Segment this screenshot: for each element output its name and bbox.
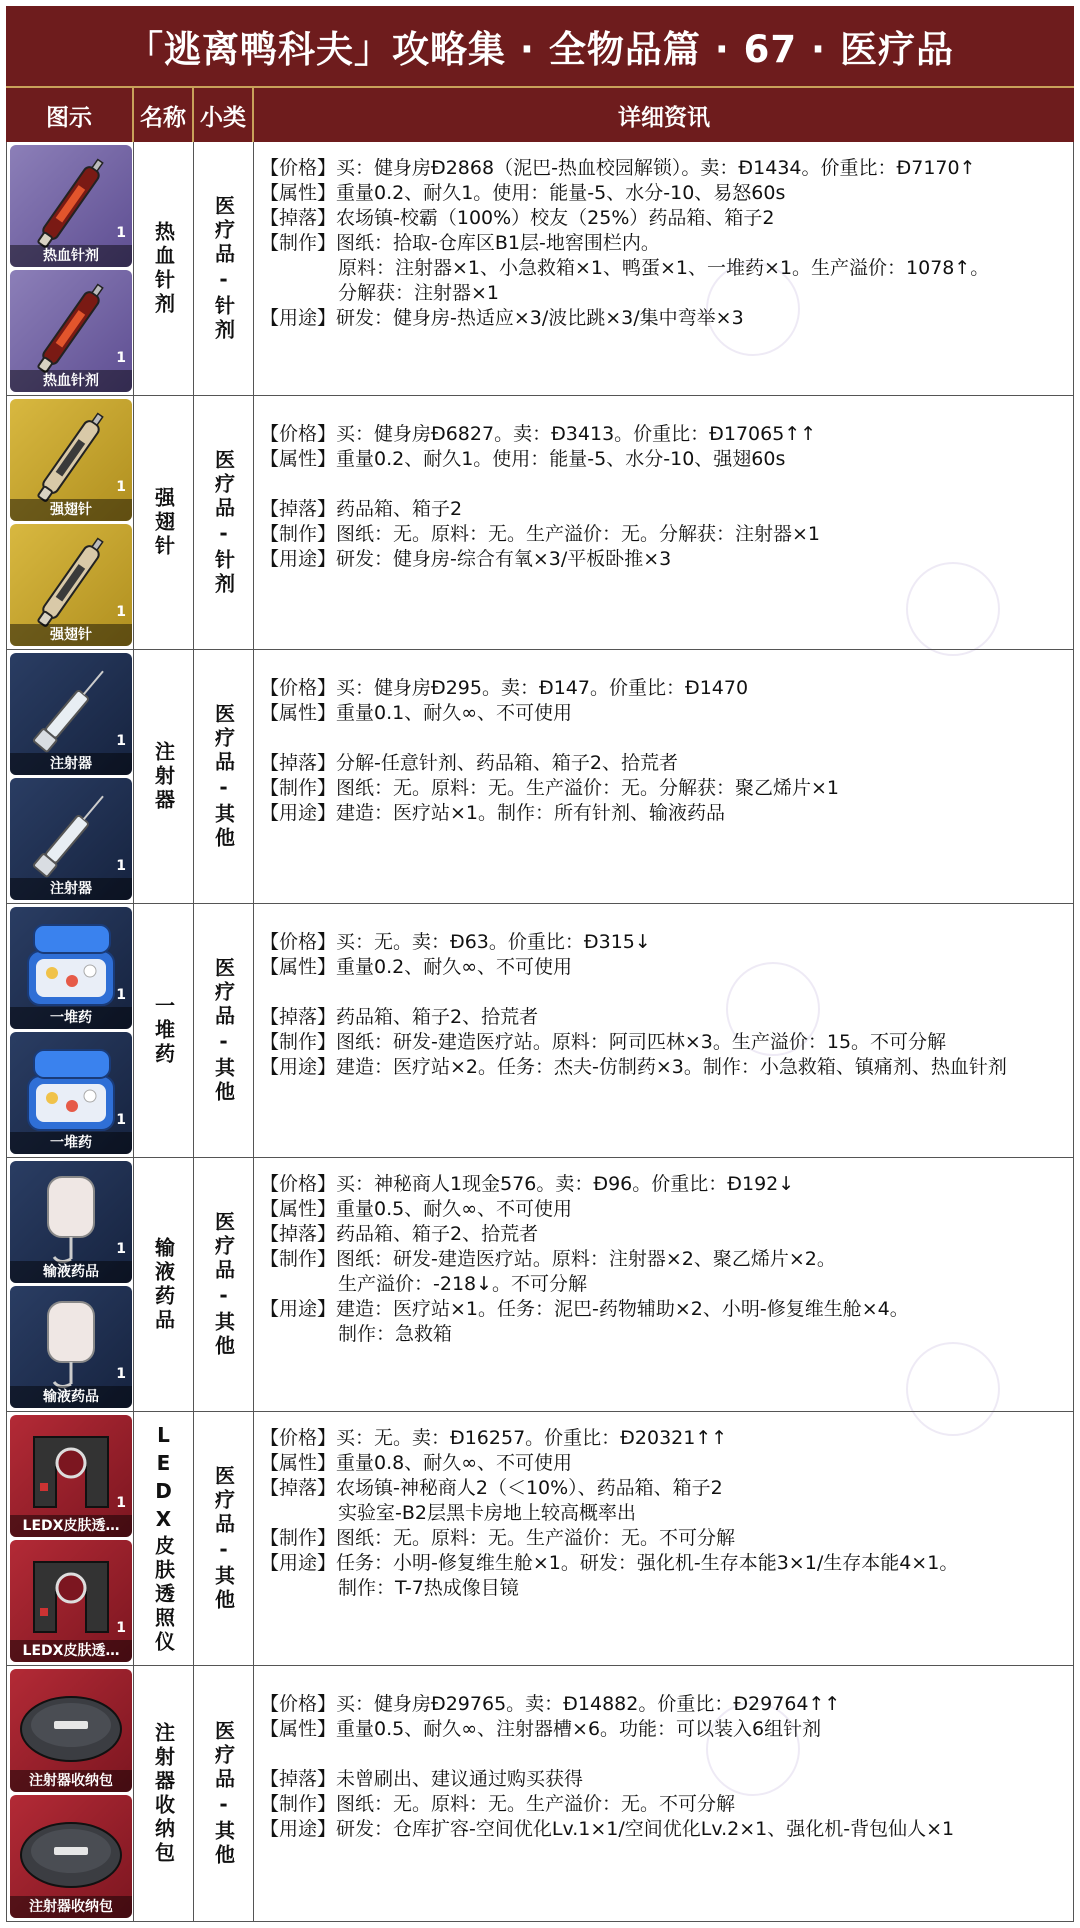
- header-details: 详细资讯: [618, 104, 710, 131]
- item-category: 医疗品-其他: [211, 1464, 236, 1613]
- item-count: 1: [116, 858, 126, 874]
- item-category: 医疗品-其他: [211, 1210, 236, 1359]
- item-details-cell: [254, 1158, 1074, 1411]
- item-name: 强翅针: [151, 486, 176, 559]
- detail-line: 原料：注射器×1、小急救箱×1、鸭蛋×1、一堆药×1。生产溢价：1078↑。: [338, 257, 990, 279]
- item-icon-cell: [6, 904, 134, 1157]
- item-tile-label: 热血针剂: [10, 245, 132, 267]
- detail-line: 【用途】建造：医疗站×2。任务：杰夫-仿制药×3。制作：小急救箱、镇痛剂、热血针剂: [260, 1056, 1007, 1078]
- item-tile: [10, 1286, 132, 1408]
- table-row: [6, 142, 1074, 396]
- item-count: 1: [116, 350, 126, 366]
- item-tile-label: 一堆药: [10, 1132, 132, 1154]
- item-tile-label: 注射器: [10, 753, 132, 775]
- detail-line: 【属性】重量0.5、耐久∞、注射器槽×6。功能：可以装入6组针剂: [260, 1718, 822, 1740]
- detail-line: 制作：急救箱: [338, 1323, 453, 1345]
- detail-line: 【用途】研发：健身房-综合有氧×3/平板卧推×3: [260, 548, 672, 570]
- item-tile: [10, 778, 132, 900]
- detail-line: 【制作】图纸：研发-建造医疗站。原料：阿司匹林×3。生产溢价：15。不可分解: [260, 1031, 947, 1053]
- detail-line: 分解获：注射器×1: [338, 282, 500, 304]
- item-category: 医疗品-其他: [211, 702, 236, 851]
- detail-line: 实验室-B2层黑卡房地上较高概率出: [338, 1502, 636, 1524]
- item-name: 热血针剂: [151, 220, 176, 317]
- detail-line: 【掉落】药品箱、箱子2、拾荒者: [260, 1223, 539, 1245]
- item-category: 医疗品-针剂: [211, 194, 236, 343]
- item-tile: [10, 1540, 132, 1662]
- detail-line: 【用途】建造：医疗站×1。制作：所有针剂、输液药品: [260, 802, 726, 824]
- detail-line: 【价格】买：健身房Đ29765。卖：Đ14882。价重比：Đ29764↑↑: [260, 1693, 841, 1715]
- detail-line: 【价格】买：无。卖：Đ63。价重比：Đ315↓: [260, 931, 651, 953]
- detail-line: 【用途】研发：仓库扩容-空间优化Lv.1×1/空间优化Lv.2×1、强化机-背包仙人×1: [260, 1818, 955, 1840]
- item-details-cell: [254, 650, 1074, 903]
- table-row: [6, 1412, 1074, 1666]
- detail-line: 【价格】买：健身房Đ295。卖：Đ147。价重比：Đ1470: [260, 677, 749, 699]
- item-icon-cell: [6, 1158, 134, 1411]
- detail-line: 生产溢价：-218↓。不可分解: [338, 1273, 588, 1295]
- item-icon-cell: [6, 396, 134, 649]
- item-category-cell: [194, 1412, 254, 1665]
- item-name-cell: [134, 904, 194, 1157]
- item-category-cell: [194, 1158, 254, 1411]
- item-tile: [10, 145, 132, 267]
- table-header: [6, 88, 1074, 142]
- item-tile-label: 输液药品: [10, 1386, 132, 1408]
- item-icon-cell: [6, 1412, 134, 1665]
- item-name-cell: [134, 396, 194, 649]
- item-tile: [10, 270, 132, 392]
- item-tile-label: LEDX皮肤透…: [10, 1515, 132, 1537]
- item-count: 1: [116, 1366, 126, 1382]
- item-name-cell: [134, 142, 194, 395]
- item-tile: [10, 1161, 132, 1283]
- item-icon-cell: [6, 1666, 134, 1921]
- detail-line: 【价格】买：神秘商人1现金576。卖：Đ96。价重比：Đ192↓: [260, 1173, 795, 1195]
- detail-line: 【掉落】药品箱、箱子2: [260, 498, 463, 520]
- item-name: 注射器收纳包: [151, 1721, 176, 1866]
- item-tile: [10, 653, 132, 775]
- detail-line: 【属性】重量0.1、耐久∞、不可使用: [260, 702, 573, 724]
- item-name-cell: [134, 650, 194, 903]
- item-category-cell: [194, 904, 254, 1157]
- detail-line: 【用途】任务：小明-修复维生舱×1。研发：强化机-生存本能3×1/生存本能4×1。: [260, 1552, 959, 1574]
- detail-line: 【掉落】药品箱、箱子2、拾荒者: [260, 1006, 539, 1028]
- detail-line: 【用途】研发：健身房-热适应×3/波比跳×3/集中弯举×3: [260, 307, 744, 329]
- detail-line: 【掉落】农场镇-神秘商人2（＜10%）、药品箱、箱子2: [260, 1477, 723, 1499]
- item-count: 1: [116, 604, 126, 620]
- table-row: [6, 1666, 1074, 1922]
- item-count: 1: [116, 1112, 126, 1128]
- table-row: [6, 1158, 1074, 1412]
- item-tile: [10, 524, 132, 646]
- item-category-cell: [194, 396, 254, 649]
- detail-line: 【掉落】分解-任意针剂、药品箱、箱子2、拾荒者: [260, 752, 678, 774]
- item-tile: [10, 1795, 132, 1918]
- detail-line: 【价格】买：健身房Đ6827。卖：Đ3413。价重比：Đ17065↑↑: [260, 423, 817, 445]
- detail-line: 制作：T-7热成像目镜: [338, 1577, 519, 1599]
- item-tile: [10, 1032, 132, 1154]
- detail-line: 【属性】重量0.2、耐久1。使用：能量-5、水分-10、易怒60s: [260, 182, 786, 204]
- header-icon: 图示: [6, 88, 134, 142]
- detail-line: 【属性】重量0.8、耐久∞、不可使用: [260, 1452, 573, 1474]
- item-details-cell: [254, 904, 1074, 1157]
- item-count: 1: [116, 733, 126, 749]
- detail-line: 【制作】图纸：无。原料：无。生产溢价：无。不可分解: [260, 1793, 736, 1815]
- detail-line: 【掉落】未曾刷出、建议通过购买获得: [260, 1768, 584, 1790]
- page-title: 「逃离鸭科夫」攻略集 · 全物品篇 · 67 · 医疗品: [6, 6, 1074, 88]
- item-name: LEDX皮肤透照仪: [151, 1422, 176, 1655]
- detail-line: 【属性】重量0.2、耐久1。使用：能量-5、水分-10、强翅60s: [260, 448, 786, 470]
- item-details-cell: [254, 142, 1074, 395]
- item-category: 医疗品-针剂: [211, 448, 236, 597]
- detail-line: 【价格】买：健身房Đ2868（泥巴-热血校园解锁）。卖：Đ1434。价重比：Đ7170↑: [260, 157, 976, 179]
- detail-line: 【用途】建造：医疗站×1。任务：泥巴-药物辅助×2、小明-修复维生舱×4。: [260, 1298, 909, 1320]
- detail-line: 【制作】图纸：无。原料：无。生产溢价：无。分解获：注射器×1: [260, 523, 821, 545]
- item-tile-label: 强翅针: [10, 624, 132, 646]
- detail-line: 【掉落】农场镇-校霸（100%）校友（25%）药品箱、箱子2: [260, 207, 775, 229]
- item-tile: [10, 399, 132, 521]
- item-category-cell: [194, 1666, 254, 1921]
- item-tile-label: 注射器收纳包: [10, 1896, 132, 1918]
- item-tile: [10, 907, 132, 1029]
- header-name: 名称: [134, 88, 194, 142]
- table-row: [6, 904, 1074, 1158]
- item-count: 1: [116, 987, 126, 1003]
- item-name-cell: [134, 1412, 194, 1665]
- detail-line: 【属性】重量0.2、耐久∞、不可使用: [260, 956, 573, 978]
- item-tile: [10, 1669, 132, 1792]
- item-icon-cell: [6, 650, 134, 903]
- detail-line: 【制作】图纸：无。原料：无。生产溢价：无。分解获：聚乙烯片×1: [260, 777, 840, 799]
- item-category: 医疗品-其他: [211, 1719, 236, 1868]
- detail-line: 【制作】图纸：研发-建造医疗站。原料：注射器×2、聚乙烯片×2。: [260, 1248, 836, 1270]
- detail-line: 【制作】图纸：无。原料：无。生产溢价：无。不可分解: [260, 1527, 736, 1549]
- item-category-cell: [194, 142, 254, 395]
- item-table: [6, 142, 1074, 1922]
- item-count: 1: [116, 479, 126, 495]
- item-category: 医疗品-其他: [211, 956, 236, 1105]
- item-tile-label: 强翅针: [10, 499, 132, 521]
- item-count: 1: [116, 225, 126, 241]
- detail-line: 【价格】买：无。卖：Đ16257。价重比：Đ20321↑↑: [260, 1427, 728, 1449]
- item-details-cell: [254, 1412, 1074, 1665]
- item-tile-label: 注射器: [10, 878, 132, 900]
- item-count: 1: [116, 1620, 126, 1636]
- item-count: 1: [116, 1241, 126, 1257]
- item-tile-label: 注射器收纳包: [10, 1770, 132, 1792]
- item-tile-label: LEDX皮肤透…: [10, 1640, 132, 1662]
- item-tile: [10, 1415, 132, 1537]
- item-icon-cell: [6, 142, 134, 395]
- item-name: 一堆药: [151, 994, 176, 1067]
- item-name-cell: [134, 1666, 194, 1921]
- item-details-cell: [254, 1666, 1074, 1921]
- item-category-cell: [194, 650, 254, 903]
- item-tile-label: 输液药品: [10, 1261, 132, 1283]
- item-name: 注射器: [151, 740, 176, 813]
- table-row: [6, 650, 1074, 904]
- item-details-cell: [254, 396, 1074, 649]
- item-tile-label: 一堆药: [10, 1007, 132, 1029]
- item-name: 输液药品: [151, 1236, 176, 1333]
- detail-line: 【制作】图纸：拾取-仓库区B1层-地窖围栏内。: [260, 232, 660, 254]
- header-category: 小类: [194, 88, 254, 142]
- detail-line: 【属性】重量0.5、耐久∞、不可使用: [260, 1198, 573, 1220]
- table-row: [6, 396, 1074, 650]
- item-tile-label: 热血针剂: [10, 370, 132, 392]
- item-name-cell: [134, 1158, 194, 1411]
- item-count: 1: [116, 1495, 126, 1511]
- guide-page: [6, 6, 1074, 1922]
